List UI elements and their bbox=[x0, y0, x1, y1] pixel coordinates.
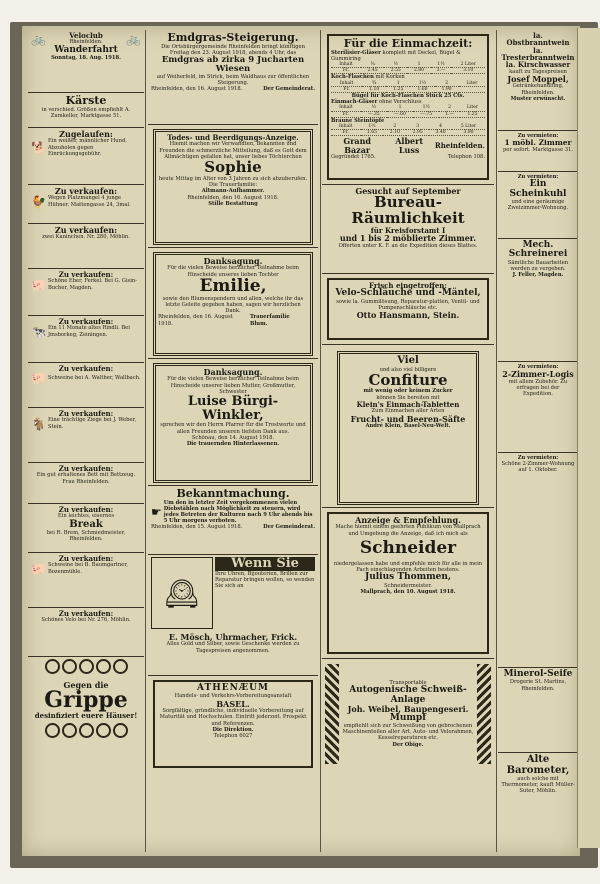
obst-line: la. Obstbranntwein bbox=[506, 31, 570, 48]
price-cell: Liter bbox=[460, 105, 485, 111]
confiture-top: Viel bbox=[397, 355, 419, 366]
ad-bureau bbox=[322, 185, 494, 274]
column-2 bbox=[148, 30, 318, 852]
schweiss-sign: Der Obige. bbox=[392, 741, 424, 748]
price-cell: 2 bbox=[435, 81, 459, 87]
verkaufen-title: Zu verkaufen: bbox=[54, 186, 118, 196]
price-cell: 1 bbox=[386, 81, 410, 87]
confiture-title: Confiture bbox=[368, 370, 448, 389]
zimmer-text: per sofort. Marktgasse 31. bbox=[502, 147, 574, 154]
dank-sign: Rheinfelden, den 16. August 1918. bbox=[158, 314, 233, 327]
price-table-2 bbox=[331, 81, 485, 93]
verkaufen-title: Zu verkaufen: bbox=[58, 409, 114, 418]
price-cell bbox=[459, 86, 485, 92]
ad-emdgras bbox=[148, 30, 318, 125]
price-cell: 2 bbox=[383, 124, 406, 130]
pointing-hand-icon: ☛ bbox=[151, 505, 162, 520]
dank-name: Luise Bürgi-Winkler, bbox=[187, 394, 279, 423]
veloclub-place: Rheinfelden. bbox=[69, 39, 103, 46]
break-text: bei R. Brem, Schmiedmeister, Rheinfelden. bbox=[46, 530, 126, 543]
verkaufen-text: Schweine bei B. Baumgartner, Bozenmühle. bbox=[47, 562, 128, 575]
schweiss-top: Transportable bbox=[389, 680, 427, 687]
price-cell: 3 bbox=[406, 124, 429, 130]
dank-sign2: Die trauernden Hinterlassenen. bbox=[186, 441, 280, 448]
dank-text: Für die vielen Beweise herzlicher Teilnahme beim Hinscheide unseres lieben Tochter bbox=[167, 265, 299, 278]
price-row bbox=[331, 86, 485, 92]
schweiss-city: Mumpf bbox=[389, 712, 427, 723]
confiture-firm: André Klein, Basel-Neu-Welt. bbox=[365, 422, 451, 429]
price-cell: 1.— bbox=[439, 111, 460, 117]
price-cell: 2.55 bbox=[384, 68, 407, 74]
athenaeum-sign: Die Direktion. bbox=[212, 726, 254, 733]
athenaeum-city: BASEL. bbox=[216, 698, 250, 709]
price-cell: 2.45 bbox=[361, 68, 384, 74]
obst-line: la. Kirschwasser bbox=[505, 60, 571, 70]
barometer-text: auch solche mit Thermometer, kauft Müller-Suter, Möhlin. bbox=[501, 776, 575, 795]
koch-label: Koch-Flaschen bbox=[331, 74, 374, 81]
buegel-line: Bügel für Koch-Flaschen Stück 25 Cts. bbox=[351, 92, 465, 99]
price-cell: Fr. bbox=[331, 86, 362, 92]
ad-bekanntmachung bbox=[148, 486, 318, 555]
price-cell: 1½ bbox=[413, 105, 439, 111]
dank-text: Für die vielen Beweise herzlicher Teilnahme beim Hinscheide unserer lieben Mutter, Großmutter, Schwester bbox=[167, 376, 299, 395]
clock-icon: 🕰 bbox=[151, 557, 213, 629]
price-cell: 1.90 bbox=[435, 86, 459, 92]
confiture-sub: und also viel billigere bbox=[379, 366, 437, 373]
pig-icon: 🐖 bbox=[31, 371, 46, 386]
wennsie-text: Ihre Uhren, Bijouterien, Brillen zur Reparatur bringen wollen, so wenden Sie sich an bbox=[215, 570, 315, 590]
schreiner-firm: J. Feller, Magden. bbox=[512, 272, 564, 279]
column-rule bbox=[320, 30, 321, 852]
price-table-1 bbox=[331, 62, 485, 74]
schreiner-text: Sämtliche Bauarbeiten werden zu vergeben. bbox=[507, 259, 569, 273]
ad-verkaufen-kaninchen bbox=[28, 224, 144, 269]
verkaufen-title: Zu verkaufen: bbox=[58, 364, 114, 373]
zugelaufen-text: Ein weißer, männlicher Hund. Abzuholen gegen Einrückungsgebühr. bbox=[47, 138, 127, 157]
bazar-owner: Albert Luss bbox=[395, 136, 424, 155]
veloclub-title: Wanderfahrt bbox=[54, 44, 118, 55]
bekannt-sign: Rheinfelden, den 15. August 1918. bbox=[151, 524, 243, 531]
velo-title: Frisch eingetroffen: bbox=[369, 281, 447, 290]
price-cell: 1.25 bbox=[460, 111, 485, 117]
wennsie-title: Wenn Sie bbox=[215, 557, 315, 571]
ad-barometer bbox=[498, 753, 578, 817]
price-cell: 1.25 bbox=[386, 86, 410, 92]
price-cell: 1½ bbox=[410, 81, 434, 87]
bureau-text: Offerten unter K. F. an die Expedition dieses Blattes. bbox=[338, 242, 478, 249]
koch-note: mit Korken bbox=[375, 74, 405, 81]
dank-sign2: Trauerfamilie Blum. bbox=[249, 314, 290, 327]
grippe-top: Gegen die bbox=[63, 680, 109, 690]
confiture-brand: Klein's Einmach-Tabletten bbox=[356, 399, 460, 409]
price-cell: Inhalt bbox=[331, 124, 361, 130]
ad-einmachzeit bbox=[322, 30, 494, 185]
ad-verkaufen-velo bbox=[28, 608, 144, 657]
break-title: Break bbox=[69, 518, 103, 530]
price-cell: Inhalt bbox=[331, 81, 362, 87]
dank-name: Emilie, bbox=[199, 275, 267, 296]
ad-scheinkuhl bbox=[498, 172, 578, 239]
price-cell: Inhalt bbox=[331, 105, 361, 111]
velo-text: sowie la. Gummilösung, Reparatur-platten, Ventil- und Pumpenschläuche etc. bbox=[336, 298, 480, 312]
price-cell: ½ bbox=[361, 105, 387, 111]
cow-icon: 🐄 bbox=[31, 324, 46, 339]
chicken-icon: 🐓 bbox=[31, 194, 46, 209]
bazar-founded: Gegründet 1765. bbox=[331, 154, 376, 161]
price-cell: 2.10 bbox=[383, 130, 406, 136]
bureau-sub: für Kreisforstamt I bbox=[370, 225, 446, 235]
ad-wohnung bbox=[498, 453, 578, 668]
ad-minerol bbox=[498, 668, 578, 753]
ad-dank-buergi bbox=[148, 359, 318, 486]
schneider-title: Anzeige & Empfehlung. bbox=[355, 515, 461, 525]
schopf-big: Ein Scheinkuhl bbox=[509, 179, 567, 199]
price-cell: ¼ bbox=[361, 62, 384, 68]
emdgras-sign: Rheinfelden, den 16. August 1918. bbox=[151, 86, 243, 93]
pig-icon: 🐖 bbox=[31, 277, 46, 292]
logis-big: 2-Zimmer-Logis bbox=[502, 369, 574, 380]
verkaufen-title: Zu verkaufen: bbox=[58, 554, 114, 563]
ad-verkaufen-huehner bbox=[28, 185, 144, 224]
bicycle-icon: 🚲 bbox=[126, 31, 141, 46]
column-3 bbox=[322, 30, 494, 852]
price-cell: 2.80 bbox=[407, 68, 430, 74]
athenaeum-addr: Telephon 6027 bbox=[213, 733, 253, 739]
price-cell: —.75 bbox=[413, 111, 439, 117]
veloclub-name: Veloclub bbox=[69, 31, 103, 40]
ad-verkaufen-ferkel bbox=[28, 269, 144, 316]
price-cell: Fr. bbox=[331, 68, 361, 74]
todes-sign2: Altmann-Aufhammer. bbox=[201, 188, 265, 195]
ad-schreinerei bbox=[498, 239, 578, 362]
todes-name: Sophie bbox=[204, 158, 262, 177]
steintoepfe-label: Braune Steintöpfe bbox=[331, 117, 385, 124]
ad-velo-schlaeuche bbox=[322, 274, 494, 345]
ad-veloclub bbox=[28, 30, 144, 93]
verkaufen-text: Ein 11 Monate altes Rindli. Bei Jmsborkeg, Zeiningen. bbox=[47, 325, 130, 338]
price-cell: Liter bbox=[459, 81, 485, 87]
wohnung-text: Schöne 2-Zimmer-Wohnung auf 1. Oktober. bbox=[501, 461, 575, 474]
price-cell: 3.90 bbox=[452, 130, 485, 136]
grippe-title: Grippe bbox=[44, 687, 128, 714]
ad-schneider bbox=[322, 508, 494, 659]
pig-icon: 🐖 bbox=[31, 561, 46, 576]
verkaufen-title: Zu verkaufen: bbox=[58, 464, 114, 473]
ad-kaerste bbox=[28, 93, 144, 128]
ad-zugelaufen bbox=[28, 128, 144, 185]
bekannt-sign2: Der Gemeinderat. bbox=[263, 524, 315, 531]
price-cell: 5 Liter bbox=[452, 124, 485, 130]
price-cell: 2.95 bbox=[406, 130, 429, 136]
schneider-big: Schneider bbox=[359, 537, 457, 558]
bekannt-text: Um den in letzter Zeit vorgekommenen vielen Diebstählen nach Möglichkeit zu steuern, wird jedes Betreten der Kulturen nach 9 Uhr abends bis 5 Uhr morgens verboten. bbox=[163, 499, 313, 525]
column-1 bbox=[28, 30, 144, 852]
schneider-text2: niedergelassen habe und empfehle mich für alle in mein Fach einschlagenden Arbeiten bestens. bbox=[333, 560, 483, 573]
price-cell: 2 Liter bbox=[451, 62, 485, 68]
kaerste-text: in verschied. Größen empfiehlt A. Zumkeller, Marktgasse 51. bbox=[41, 106, 131, 119]
schneider-role: Schneidermeister. bbox=[384, 582, 432, 589]
todes-text: Hiemit machen wir Verwandten, Bekannten und Freunden die schmerzliche Mitteilung, daß es Gott dem Allmächtigen gefallen hat, unser liebes Töchterchen bbox=[159, 141, 307, 160]
price-cell: Fr. bbox=[331, 130, 361, 136]
emdgras-sign2: Der Gemeinderat. bbox=[263, 86, 315, 93]
todes-note: Stille Bestattung bbox=[208, 200, 258, 207]
confiture-text2: können Sie bereiten mit bbox=[376, 394, 440, 401]
pill-row bbox=[31, 723, 141, 742]
obst-line: la. Tresterbranntwein bbox=[501, 45, 575, 63]
ad-verkaufen-ziege bbox=[28, 408, 144, 463]
ad-schweissanlage bbox=[322, 659, 494, 775]
schneider-name: Julius Thommen, bbox=[364, 572, 452, 583]
ad-grippe bbox=[28, 657, 144, 769]
verkaufen-text: zwei Kaninchen. Nr. 280, Möhlin. bbox=[42, 234, 130, 241]
price-cell: 1½ bbox=[361, 124, 384, 130]
todes-sign: Die Trauerfamilie: bbox=[208, 182, 258, 189]
einmach-title: Für die Einmachzeit: bbox=[343, 37, 473, 50]
dank-title: Danksagung. bbox=[203, 256, 263, 266]
verkaufen-title: Zu verkaufen: bbox=[58, 317, 114, 326]
wennsie-note: Alles Gold und Silber, sowie Geschenke werden zu Tagespreisen angenommen. bbox=[166, 641, 300, 654]
schweiss-text: empfiehlt sich zur Schweißung von gebrochenen Maschinenteilen aller Art, Auto- und Velorahmen, Kesselreparaturen etc. bbox=[342, 723, 474, 742]
velo-firm: Otto Hansmann, Stein. bbox=[356, 310, 460, 321]
athenaeum-sub: Handels- und Verkehrs-Vorbereitungsanstalt bbox=[174, 693, 292, 700]
price-cell: ¾ bbox=[362, 81, 386, 87]
ornament-border bbox=[325, 664, 339, 764]
grippe-bottom: desinfiziert euere Häuser! bbox=[34, 711, 138, 721]
verkaufen-text: Schweine bei A. Walther, Wallbach. bbox=[47, 375, 141, 382]
price-cell: Fr. bbox=[331, 111, 361, 117]
dank-title: Danksagung. bbox=[203, 367, 263, 377]
ad-dank-emilie bbox=[148, 248, 318, 359]
verkaufen-title: Zu verkaufen: bbox=[54, 225, 118, 235]
obst-text: kauft zu Tagespreisen bbox=[509, 68, 567, 75]
bureau-title: Bureau-Räumlichkeit bbox=[351, 193, 465, 228]
verkaufen-text: Ein gut erhaltenes Bett mit Bettzeug. Frau Rheinfelden. bbox=[36, 472, 136, 485]
price-cell: 1 bbox=[387, 105, 413, 111]
schopf-title: Zu vermieten: bbox=[517, 174, 559, 180]
kaerste-title: Kärste bbox=[65, 94, 107, 107]
confiture-text: mit wenig oder keinem Zucker bbox=[363, 388, 453, 395]
bazar-name: Grand Bazar bbox=[343, 136, 371, 155]
schweiss-firm: Joh. Weibel, Baupengeseri. bbox=[347, 704, 469, 715]
emdgras-text2: auf Weiherfeld, im Strick, beim Waldhaus zur öffentlichen Steigerung. bbox=[156, 73, 310, 87]
bekannt-title: Bekanntmachung. bbox=[176, 487, 290, 500]
bazar-phone: Telephon 108. bbox=[447, 154, 485, 161]
obst-note: Muster erwünscht. bbox=[510, 95, 566, 102]
sterilisier-note: komplett mit Deckel, Bügel & Gummiring bbox=[331, 49, 461, 62]
athenaeum-title: ATHENÆUM bbox=[197, 683, 269, 693]
todes-place: Rheinfelden, den 16. August 1918. bbox=[187, 194, 279, 201]
verkaufen-title: Zu verkaufen: bbox=[58, 505, 114, 514]
verkaufen-title: Zu verkaufen: bbox=[58, 270, 114, 279]
price-cell: 2 bbox=[439, 105, 460, 111]
schweiss-title: Autogenische Schweiß-Anlage bbox=[349, 685, 467, 705]
verkaufen-text: Schönes Velo bei Nr. 276, Möhlin. bbox=[41, 617, 131, 624]
verkaufen-text: Ein leichtes, eisernes bbox=[57, 513, 115, 520]
obst-firm: Josef Moppel, bbox=[507, 73, 569, 84]
price-cell: —.35 bbox=[361, 111, 387, 117]
price-row bbox=[331, 68, 485, 74]
goat-icon: 🐐 bbox=[31, 416, 46, 431]
dank-text2: sowie den Blumenspendern und allen, welche ihr das letzte Geleite gegeben haben, sagen wir herzlichen Dank. bbox=[162, 295, 304, 315]
emdgras-big: Emdgras ab zirka 9 Jucharten Wiesen bbox=[161, 55, 305, 74]
price-table-3 bbox=[331, 105, 485, 117]
bureau-sub2: und 1 bis 2 möblierte Zimmer. bbox=[339, 233, 477, 244]
price-row bbox=[331, 111, 485, 117]
price-cell: 3.10 bbox=[451, 68, 485, 74]
zimmer-big: 1 möbl. Zimmer bbox=[504, 138, 572, 148]
ad-break bbox=[28, 504, 144, 553]
minerol-text: Drogerie St. Martins, Rheinfelden. bbox=[509, 679, 567, 692]
price-cell: 1.60 bbox=[410, 86, 434, 92]
schreiner-title: Mech. Schreinerei bbox=[508, 240, 568, 260]
ad-confiture bbox=[322, 345, 494, 508]
price-row bbox=[331, 130, 485, 136]
confiture-text3: Zum Einmachen aller Arten bbox=[371, 408, 445, 415]
ad-verkaufen-schweine-2 bbox=[28, 553, 144, 608]
price-cell: —.60 bbox=[387, 111, 413, 117]
price-table-4 bbox=[331, 124, 485, 136]
velo-big: Velo-Schläuche und -Mäntel, bbox=[335, 288, 481, 299]
ad-logis bbox=[498, 362, 578, 453]
dank-sign: Schönau, den 14. August 1918. bbox=[191, 434, 275, 441]
price-cell: 1½ bbox=[431, 62, 452, 68]
verkaufen-text: Wegen Platzmangel 4 junge Hühner. Mattengasse 24, 3mal. bbox=[47, 195, 131, 208]
einmach-glaeser-label: Einmach-Gläser bbox=[331, 99, 378, 106]
ad-obstbranntwein bbox=[498, 30, 578, 131]
emdgras-title: Emdgras-Steigerung. bbox=[167, 31, 299, 44]
todes-title: Todes- und Beerdigungs-Anzeige. bbox=[167, 133, 299, 142]
ad-wenn-sie bbox=[148, 555, 318, 676]
price-cell: 3.— bbox=[431, 68, 452, 74]
column-rule bbox=[145, 30, 146, 852]
logis-title: Zu vermieten: bbox=[517, 364, 559, 370]
ad-verkaufen-rindli bbox=[28, 316, 144, 363]
ad-verkaufen-schweine bbox=[28, 363, 144, 408]
pill-row bbox=[31, 659, 141, 678]
todes-text2: heute Mittag im Alter von 3 Jahren zu sich abzuberufen. bbox=[158, 175, 308, 182]
dank-text2: sprechen wir den Herrn Pfarrer für die Trostworte und allen Freunden unseren tiefsten Dank aus. bbox=[160, 422, 306, 435]
bazar-place: Rheinfelden. bbox=[434, 141, 485, 151]
schneider-place: Mallprach, den 10. August 1918. bbox=[360, 588, 456, 595]
ornament-border bbox=[477, 664, 491, 764]
zugelaufen-title: Zugelaufen: bbox=[59, 129, 113, 139]
obst-text2: Getränkehandlung, Rheinfelden. bbox=[512, 83, 564, 96]
logis-text: mit allem Zubehör. Zu erfragen bei der Expedition. bbox=[508, 378, 568, 398]
zimmer-title: Zu vermieten: bbox=[517, 133, 559, 139]
verkaufen-text: Eine trächtige Ziege bei J. Weber, Stein. bbox=[47, 417, 137, 430]
schopf-text: und eine geräumige Zweizimmer-Wohnung. bbox=[507, 199, 569, 212]
price-cell: ½ bbox=[384, 62, 407, 68]
einmach-glaeser-note: ohne Verschluss bbox=[379, 99, 422, 106]
wohnung-title: Zu vermieten: bbox=[517, 455, 559, 461]
barometer-title: Alte Barometer, bbox=[506, 754, 570, 776]
price-cell: 1.65 bbox=[361, 130, 384, 136]
next-page-edge bbox=[577, 28, 600, 848]
veloclub-date: Sonntag, 18. Aug. 1918. bbox=[51, 55, 121, 62]
bicycle-icon: 🚲 bbox=[31, 31, 46, 46]
price-cell: 3.40 bbox=[429, 130, 452, 136]
newspaper-page bbox=[22, 26, 580, 856]
wennsie-firm: E. Mösch, Uhrmacher, Frick. bbox=[168, 632, 298, 642]
column-rule bbox=[496, 30, 497, 852]
confiture-big: Frucht- und Beeren-Säfte bbox=[350, 413, 466, 424]
ad-zimmer bbox=[498, 131, 578, 172]
price-cell: Inhalt bbox=[331, 62, 361, 68]
schneider-text: Mache hiemit einem geehrten Publikum von Mallprach und Umgebung die Anzeige, daß ich mich als bbox=[335, 524, 481, 537]
verkaufen-text: Schöne Eber, Ferkel. Bei G. Gisin-Bucher, Magden. bbox=[47, 278, 138, 291]
column-4 bbox=[498, 30, 578, 852]
athenaeum-text: Sorgfältige, gründliche, individuelle Vorbereitung auf Maturität und Hochschulen. Eintritt jederzeit. Prospekt und Referenzen. bbox=[159, 708, 307, 727]
ad-todes bbox=[148, 125, 318, 248]
price-cell: 1 bbox=[407, 62, 430, 68]
ad-athenaeum bbox=[148, 676, 318, 772]
emdgras-text: Die Ortsbürgergemeinde Rheinfelden bringt künftigen Freitag den 23. August 1918, abends 4 Uhr, das bbox=[161, 43, 305, 56]
price-cell: 4 bbox=[429, 124, 452, 130]
sterilisier-label: Sterilisier-Gläser bbox=[331, 49, 381, 56]
ad-verkaufen-bett bbox=[28, 463, 144, 504]
price-cell: 1.10 bbox=[362, 86, 386, 92]
dog-icon: 🐕 bbox=[31, 140, 46, 155]
verkaufen-title: Zu verkaufen: bbox=[58, 609, 114, 618]
bureau-top: Gesucht auf September bbox=[355, 186, 461, 196]
minerol-title: Minerol-Seife bbox=[503, 669, 573, 679]
